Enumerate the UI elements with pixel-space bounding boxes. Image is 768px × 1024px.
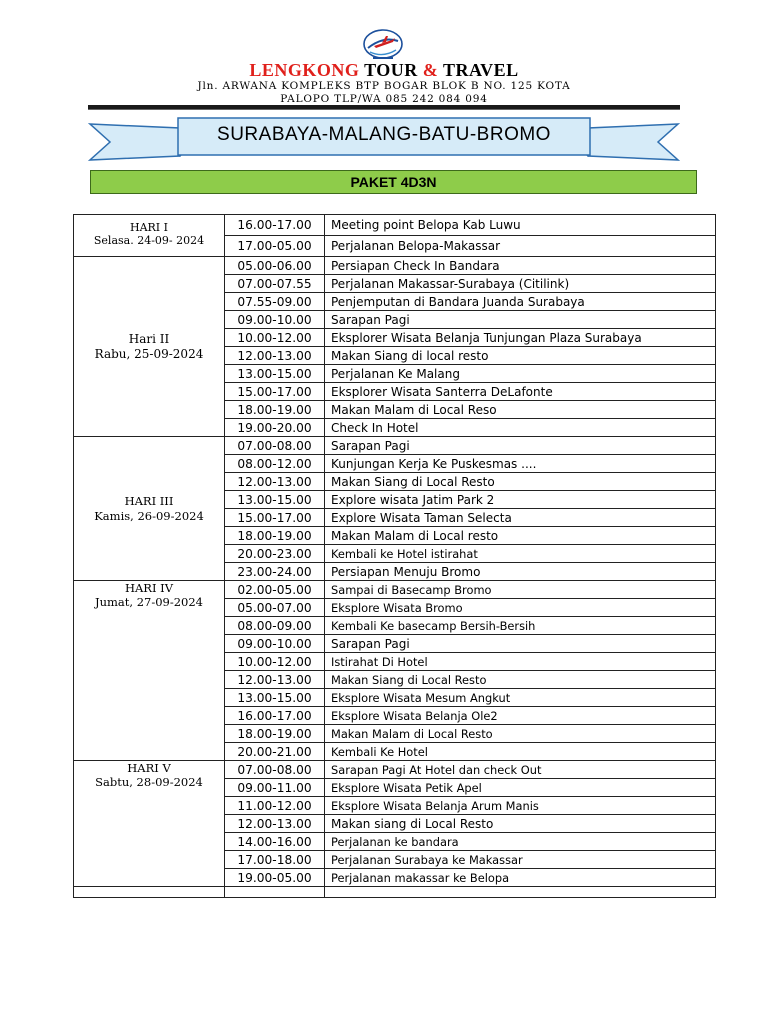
time-cell: 17.00-18.00 (225, 851, 325, 869)
activity-cell: Eksplore Wisata Belanja Arum Manis (325, 797, 716, 815)
time-cell: 12.00-13.00 (225, 473, 325, 491)
table-row-empty (74, 887, 716, 898)
time-cell: 09.00-10.00 (225, 635, 325, 653)
time-cell: 07.55-09.00 (225, 293, 325, 311)
activity-cell: Sarapan Pagi (325, 635, 716, 653)
day-cell (74, 257, 225, 437)
empty-cell (325, 887, 716, 898)
day-label: HARI I (129, 221, 168, 234)
activity-cell: Makan Siang di Local Resto (325, 473, 716, 491)
activity-cell: Makan Siang di local resto (325, 347, 716, 365)
time-cell: 15.00-17.00 (225, 509, 325, 527)
time-cell: 19.00-20.00 (225, 419, 325, 437)
table-row (74, 581, 716, 599)
time-cell: 23.00-24.00 (225, 563, 325, 581)
activity-cell: Explore wisata Jatim Park 2 (325, 491, 716, 509)
time-cell: 12.00-13.00 (225, 671, 325, 689)
time-cell: 16.00-17.00 (225, 215, 325, 236)
day-label: HARI V (127, 761, 171, 775)
activity-cell: Perjalanan Belopa-Makassar (325, 236, 716, 257)
day-cell (74, 215, 225, 257)
activity-cell: Perjalanan Makassar-Surabaya (Citilink) (325, 275, 716, 293)
activity-cell: Persiapan Check In Bandara (325, 257, 716, 275)
time-cell: 09.00-11.00 (225, 779, 325, 797)
route-title: SURABAYA-MALANG-BATU-BROMO (217, 124, 551, 145)
day-date: Rabu, 25-09-2024 (94, 346, 204, 361)
day-date: Sabtu, 28-09-2024 (95, 775, 203, 789)
time-cell: 10.00-12.00 (225, 653, 325, 671)
activity-cell: Makan Malam di Local Resto (325, 725, 716, 743)
time-cell: 13.00-15.00 (225, 491, 325, 509)
activity-cell: Eksplore Wisata Petik Apel (325, 779, 716, 797)
day-date: Selasa. 24-09- 2024 (93, 234, 205, 247)
activity-cell: Kembali Ke Hotel (325, 743, 716, 761)
time-cell: 02.00-05.00 (225, 581, 325, 599)
time-cell: 20.00-21.00 (225, 743, 325, 761)
activity-cell: Check In Hotel (325, 419, 716, 437)
company-name-part1: LENGKONG (249, 60, 360, 80)
activity-cell: Sarapan Pagi (325, 311, 716, 329)
activity-cell: Eksplore Wisata Mesum Angkut (325, 689, 716, 707)
activity-cell: Kembali ke Hotel istirahat (325, 545, 716, 563)
itinerary-table (73, 214, 716, 898)
activity-cell: Explore Wisata Taman Selecta (325, 509, 716, 527)
time-cell: 09.00-10.00 (225, 311, 325, 329)
company-name-ampersand: & (422, 60, 439, 80)
activity-cell: Makan Malam di Local resto (325, 527, 716, 545)
activity-cell: Penjemputan di Bandara Juanda Surabaya (325, 293, 716, 311)
table-row (74, 215, 716, 236)
activity-cell: Perjalanan ke bandara (325, 833, 716, 851)
time-cell: 13.00-15.00 (225, 365, 325, 383)
time-cell: 20.00-23.00 (225, 545, 325, 563)
time-cell: 15.00-17.00 (225, 383, 325, 401)
activity-cell: Perjalanan makassar ke Belopa (325, 869, 716, 887)
airplane-logo-icon (362, 28, 404, 62)
company-name-part3: TRAVEL (442, 60, 519, 80)
table-row (74, 761, 716, 779)
activity-cell: Eksplorer Wisata Belanja Tunjungan Plaza Surabaya (325, 329, 716, 347)
time-cell: 05.00-06.00 (225, 257, 325, 275)
day-label: HARI III (124, 493, 174, 508)
activity-cell: Persiapan Menuju Bromo (325, 563, 716, 581)
day-cell (74, 581, 225, 761)
package-label: PAKET 4D3N (90, 170, 697, 194)
address-line-2: PALOPO TLP/WA 085 242 084 094 (280, 93, 488, 105)
time-cell: 05.00-07.00 (225, 599, 325, 617)
table-row (74, 257, 716, 275)
time-cell: 07.00-08.00 (225, 437, 325, 455)
time-cell: 17.00-05.00 (225, 236, 325, 257)
time-cell: 08.00-09.00 (225, 617, 325, 635)
activity-cell: Sarapan Pagi At Hotel dan check Out (325, 761, 716, 779)
activity-cell: Sarapan Pagi (325, 437, 716, 455)
time-cell: 13.00-15.00 (225, 689, 325, 707)
time-cell: 14.00-16.00 (225, 833, 325, 851)
empty-cell (225, 887, 325, 898)
time-cell: 07.00-08.00 (225, 761, 325, 779)
activity-cell: Perjalanan Ke Malang (325, 365, 716, 383)
activity-cell: Eksplore Wisata Bromo (325, 599, 716, 617)
header-divider (88, 105, 680, 110)
activity-cell: Kunjungan Kerja Ke Puskesmas .... (325, 455, 716, 473)
time-cell: 10.00-12.00 (225, 329, 325, 347)
time-cell: 18.00-19.00 (225, 527, 325, 545)
day-label: HARI IV (124, 581, 174, 595)
day-date: Kamis, 26-09-2024 (94, 508, 204, 523)
activity-cell: Meeting point Belopa Kab Luwu (325, 215, 716, 236)
activity-cell: Eksplore Wisata Belanja Ole2 (325, 707, 716, 725)
activity-cell: Sampai di Basecamp Bromo (325, 581, 716, 599)
time-cell: 12.00-13.00 (225, 815, 325, 833)
empty-cell (74, 887, 225, 898)
activity-cell: Makan Malam di Local Reso (325, 401, 716, 419)
time-cell: 18.00-19.00 (225, 401, 325, 419)
time-cell: 11.00-12.00 (225, 797, 325, 815)
day-date: Jumat, 27-09-2024 (94, 595, 203, 609)
table-row (74, 437, 716, 455)
activity-cell: Eksplorer Wisata Santerra DeLafonte (325, 383, 716, 401)
time-cell: 16.00-17.00 (225, 707, 325, 725)
time-cell: 12.00-13.00 (225, 347, 325, 365)
activity-cell: Istirahat Di Hotel (325, 653, 716, 671)
day-cell (74, 437, 225, 581)
activity-cell: Kembali Ke basecamp Bersih-Bersih (325, 617, 716, 635)
time-cell: 07.00-07.55 (225, 275, 325, 293)
day-label: Hari II (128, 331, 170, 346)
company-name (0, 60, 768, 81)
activity-cell: Perjalanan Surabaya ke Makassar (325, 851, 716, 869)
day-cell (74, 761, 225, 887)
address-line-1: Jln. ARWANA KOMPLEKS BTP BOGAR BLOK B NO. 125 KOTA (197, 80, 571, 92)
time-cell: 19.00-05.00 (225, 869, 325, 887)
activity-cell: Makan siang di Local Resto (325, 815, 716, 833)
company-name-part2: TOUR (364, 60, 418, 80)
time-cell: 18.00-19.00 (225, 725, 325, 743)
activity-cell: Makan Siang di Local Resto (325, 671, 716, 689)
time-cell: 08.00-12.00 (225, 455, 325, 473)
